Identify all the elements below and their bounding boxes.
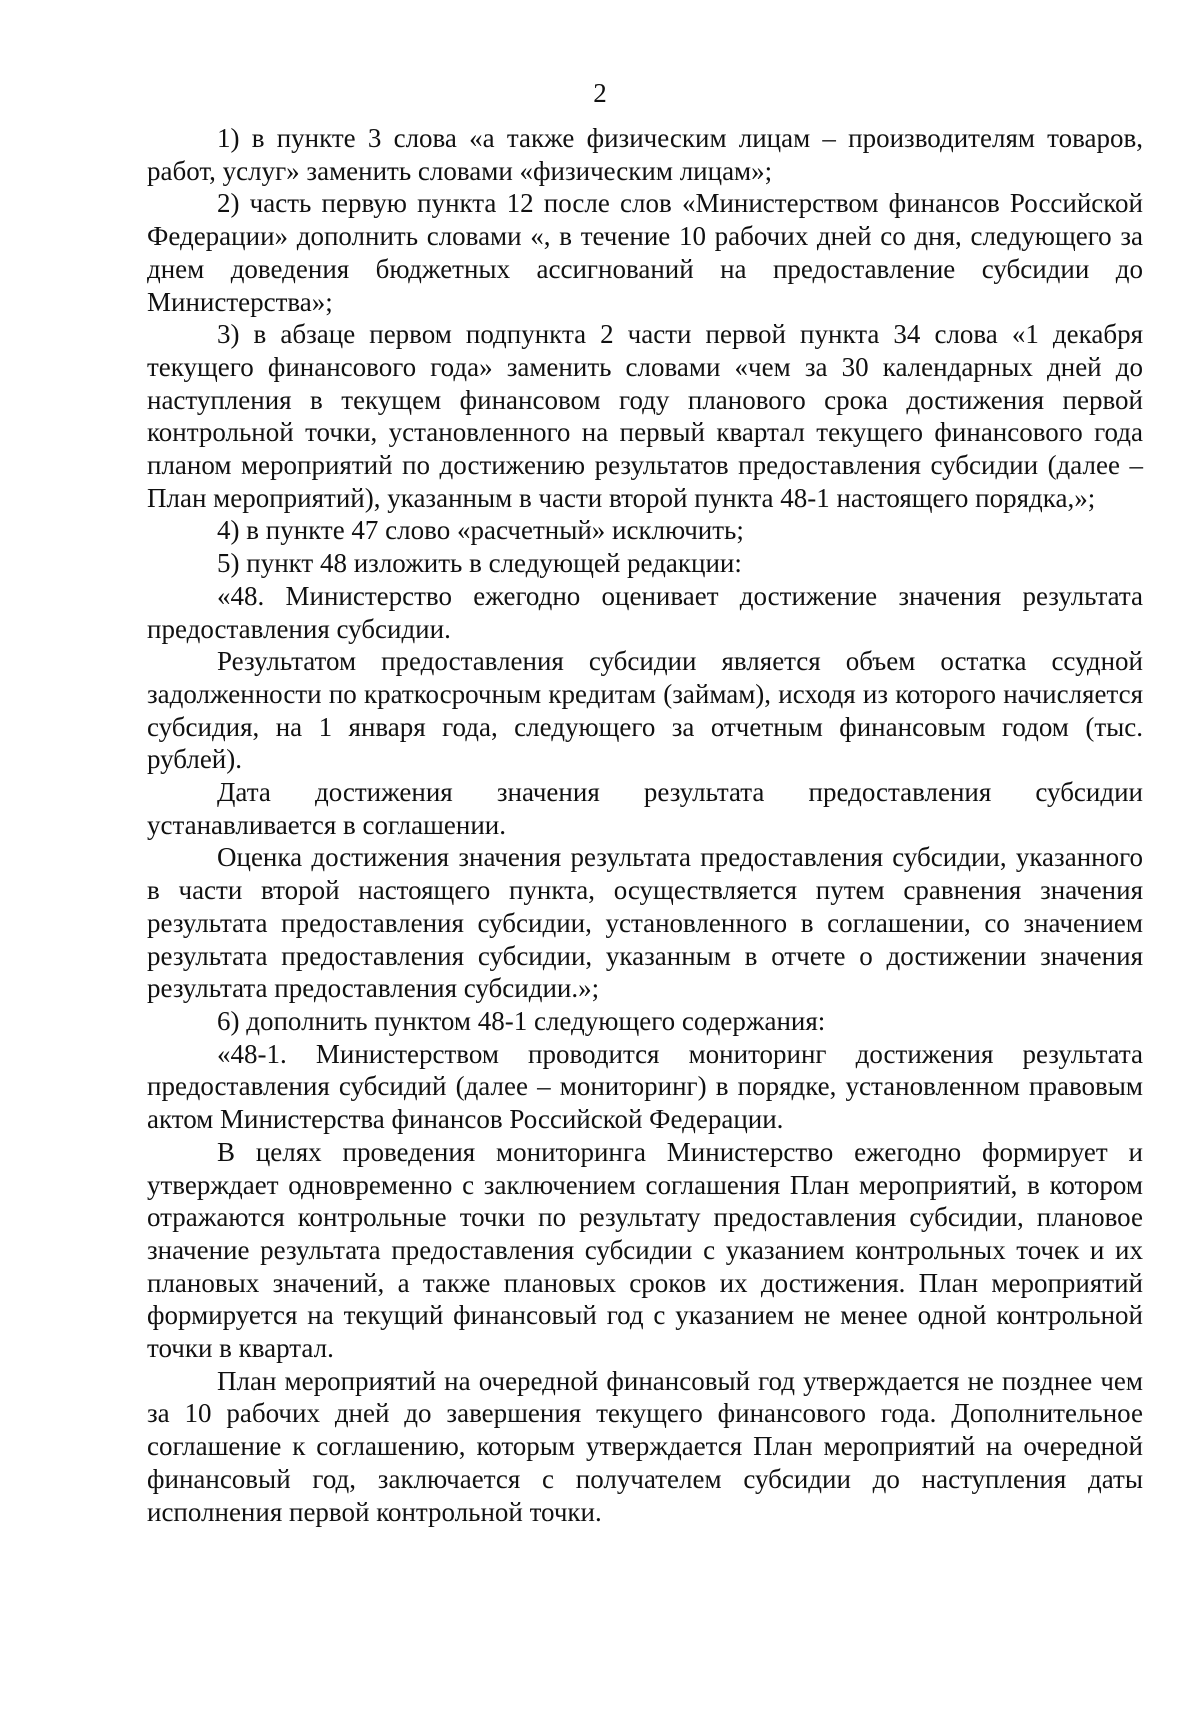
paragraph-item-4: 4) в пункте 47 слово «расчетный» исключить;	[217, 515, 744, 546]
paragraph-result-definition: Результатом предоставления субсидии является объем остатка ссудной задолженности по краткосрочным кредитам (займам), исходя из которого начисляется субсидия, на 1 января года, следующего за отчетным финансовым годом (тыс. рублей).	[147, 646, 1143, 775]
paragraph-item-2: 2) часть первую пункта 12 после слов «Министерством финансов Российской Федерации» дополнить словами «, в течение 10 рабочих дней со дня, следующего за днем доведения бюджетных ассигнований на предоставление субсидии до Министерства»;	[147, 188, 1143, 317]
paragraph-result-date: Дата достижения значения результата предоставления субсидии устанавливается в соглашении.	[147, 777, 1143, 840]
paragraph-item-3: 3) в абзаце первом подпункта 2 части первой пункта 34 слова «1 декабря текущего финансового года» заменить словами «чем за 30 календарных дней до наступления в текущем финансовом году планового срока достижения первой контрольной точки, установленного на первый квартал текущего финансового года планом мероприятий по достижению результатов предоставления субсидии (далее – План мероприятий), указанным в части второй пункта 48-1 настоящего порядка,»;	[147, 319, 1143, 513]
paragraph-plan-approval: План мероприятий на очередной финансовый год утверждается не позднее чем за 10 рабочих дней до завершения текущего финансового года. Дополнительное соглашение к соглашению, которым утверждается План мероприятий на очередной финансовый год, заключается с получателем субсидии до наступления даты исполнения первой контрольной точки.	[147, 1365, 1143, 1527]
document-body	[147, 122, 1143, 1528]
paragraph-result-assessment: Оценка достижения значения результата предоставления субсидии, указанного в части второй настоящего пункта, осуществляется путем сравнения значения результата предоставления субсидии, установленного в соглашении, со значением результата предоставления субсидии, указанным в отчете о достижении значения результата предоставления субсидии.»;	[147, 842, 1143, 1004]
paragraph-item-6: 6) дополнить пунктом 48-1 следующего содержания:	[217, 1005, 826, 1036]
paragraph-item-1: 1) в пункте 3 слова «а также физическим лицам – производителям товаров, работ, услуг» заменить словами «физическим лицам»;	[147, 123, 1143, 186]
paragraph-monitoring-plan: В целях проведения мониторинга Министерство ежегодно формирует и утверждает одновременно с заключением соглашения План мероприятий, в котором отражаются контрольные точки по результату предоставления субсидии, плановое значение результата предоставления субсидии с указанием контрольных точек и их плановых значений, а также плановых сроков их достижения. План мероприятий формируется на текущий финансовый год с указанием не менее одной контрольной точки в квартал.	[147, 1136, 1143, 1364]
page-number: 2	[593, 78, 607, 108]
paragraph-item-5: 5) пункт 48 изложить в следующей редакции:	[217, 548, 742, 579]
paragraph-point-48: «48. Министерство ежегодно оценивает достижение значения результата предоставления субсидии.	[147, 580, 1143, 644]
paragraph-point-48-1: «48-1. Министерством проводится мониторинг достижения результата предоставления субсидий (далее – мониторинг) в порядке, установленном правовым актом Министерства финансов Российской Федерации.	[147, 1038, 1143, 1135]
